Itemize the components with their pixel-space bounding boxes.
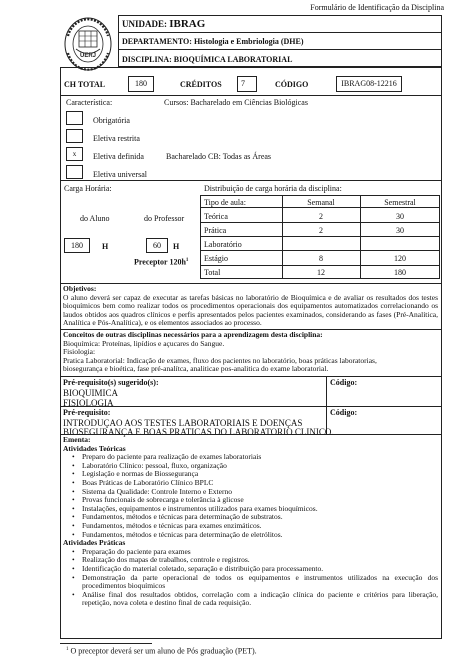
theory-activities-label: Atividades Teóricas [63, 443, 126, 453]
ch-total-label: CH TOTAL [64, 80, 106, 89]
credits-field: 7 [237, 76, 257, 92]
option-label-eletiva-universal: Eletiva universal [93, 170, 147, 179]
objectives-text: O aluno deverá ser capaz de executar as tarefas básicas no laboratório de Bioquímica e de avaliar os resultados dos testes bioquímicos bem como realizar todos os procedimentos operacionais dos equipamentos automatizados correlacionando os laudos obtidos aos quadros clínicos e perfis apresentados pelos pacientes examinados, considerando as fases (Pré-Analítica, Analítica e Pós-Analítica), e os elementos associados ao processo. [63, 292, 438, 328]
dist-row-practice-weekly: 2 [319, 226, 323, 235]
syllabus-section [63, 436, 438, 608]
discipline-value: BIOQUÍMICA LABORATORIAL [173, 55, 293, 64]
dist-row-internship-label: Estágio [204, 254, 228, 263]
student-workload-label: do Aluno [80, 214, 110, 223]
prereq-line-1: INTRODUÇAO AOS TESTES LABORATORIAIS E DOENÇAS [63, 418, 303, 428]
dist-row-theory-weekly: 2 [319, 212, 323, 221]
workload-label: Carga Horária: [64, 184, 112, 193]
footnote-text: O preceptor deverá ser um aluno de Pós graduação (PET). [70, 646, 257, 656]
dist-row-internship-weekly: 8 [319, 254, 323, 263]
theory-item: • Fundamentos, métodos e técnicas para exames enzimáticos. [63, 522, 438, 531]
preceptor-text: Preceptor 120h [134, 257, 186, 267]
concepts-section [63, 331, 438, 374]
objectives-label: Objetivos: [63, 284, 97, 293]
checkbox-eletiva-restrita[interactable] [66, 129, 83, 143]
dist-row-internship-semester: 120 [394, 254, 406, 263]
student-hours-field: 180 [64, 238, 90, 253]
preceptor-hours [134, 256, 188, 267]
theory-activities-list [63, 453, 438, 539]
practice-item: • Análise final dos resultados obtidos, correlação com a indicação clínica do paciente e critérios para liberação, repetição, nova coleta e destino final de cada requisição. [63, 591, 438, 608]
prereq-suggested-1: BIOQUIMICA [63, 388, 118, 398]
unit-row [122, 19, 205, 29]
courses-label: Cursos: [164, 98, 189, 107]
code-field: IBRAG08-12216 [336, 76, 402, 92]
dist-row-total-weekly: 12 [317, 268, 325, 277]
university-seal-logo [62, 16, 114, 73]
ch-total-field: 180 [128, 76, 154, 92]
code-label: CÓDIGO [275, 80, 309, 89]
practice-activities-list [63, 548, 438, 608]
discipline-row [122, 55, 292, 64]
unit-value: IBRAG [169, 18, 206, 30]
checkbox-eletiva-universal[interactable] [66, 165, 83, 179]
department-row [122, 37, 304, 46]
credits-label: CRÉDITOS [180, 80, 222, 89]
dist-row-theory-semester: 30 [396, 212, 404, 221]
characteristic-label: Característica: [66, 98, 113, 107]
theory-item: • Laboratório Clínico: pessoal, fluxo, organização [63, 462, 438, 471]
option-label-eletiva-definida: Eletiva definida [93, 152, 144, 161]
dist-header-semester: Semestral [384, 198, 416, 207]
courses-value: Bacharelado em Ciências Biológicas [190, 98, 308, 107]
concepts-line-physiology: Fisiologia: [63, 347, 96, 357]
option-label-eletiva-restrita: Eletiva restrita [93, 134, 140, 143]
department-value: Histologia e Embriologia (DHE) [193, 37, 304, 46]
theory-item: • Preparo do paciente para realização de exames laboratoriais [63, 453, 438, 462]
footnote-number: 1 [66, 647, 69, 652]
dist-row-total-label: Total [204, 268, 221, 277]
prereq-suggested-code-label: Código: [330, 378, 358, 387]
dist-header-weekly: Semanal [307, 198, 335, 207]
practice-item: • Identificação do material coletado, separação e distribuição para processamento. [63, 565, 438, 574]
concepts-line-biochem: Bioquímica: Proteínas, lipídios e açucares do Sangue. [63, 338, 225, 348]
option-label-obrigatoria: Obrigatória [93, 116, 130, 125]
distribution-title: Distribuição de carga horária da disciplina: [204, 184, 342, 193]
checkbox-obrigatoria[interactable] [66, 111, 83, 125]
theory-item: • Provas funcionais de sobrecarga e tolerância à glicose [63, 496, 438, 505]
practice-item: • Preparação do paciente para exames [63, 548, 438, 557]
dist-header-type: Tipo de aula: [204, 198, 246, 207]
dist-row-practice-semester: 30 [396, 226, 404, 235]
theory-item: • Fundamentos, métodos e técnicas para determinação de substratos. [63, 513, 438, 522]
preceptor-footnote-ref: 1 [185, 258, 189, 263]
syllabus-label: Ementa: [63, 435, 91, 444]
theory-item: • Sistema da Qualidade: Controle Interno e Externo [63, 488, 438, 497]
dist-row-practice-label: Prática [204, 226, 227, 235]
objectives-section [63, 285, 438, 328]
footnote [66, 645, 257, 656]
department-label: DEPARTAMENTO: [122, 37, 192, 46]
teacher-hours-field: 60 [146, 238, 168, 253]
theory-item: • Instalações, equipamentos e instrumentos utilizados para exames bioquímicos. [63, 505, 438, 514]
practice-activities-label: Atividades Práticas [63, 538, 126, 548]
prereq-suggested-2: FISIOLOGIA [63, 398, 114, 408]
dist-row-lab-label: Laboratório [204, 240, 242, 249]
svg-text:UERJ: UERJ [79, 53, 97, 59]
concepts-line-practice-2: biosegurança e bioética, fase pré-analítca, analiticae pos-analitica do exame laboratorial. [63, 364, 329, 374]
theory-item: • Legislação e normas de Biossegurança [63, 470, 438, 479]
student-hours-unit: H [102, 242, 109, 251]
teacher-hours-unit: H [173, 242, 180, 251]
courses-row [164, 98, 308, 107]
discipline-label: DISCIPLINA: [122, 55, 172, 64]
concepts-label: Conceitos de outras disciplinas necessários para a aprendizagem desta disciplina: [63, 330, 323, 339]
prereq-code-label: Código: [330, 408, 358, 417]
form-header-note: Formulário de Identificação da Disciplina [310, 3, 444, 12]
cb-areas-text: Bacharelado CB: Todas as Áreas [166, 152, 272, 161]
prereq-suggested-label: Pré-requisito(s) sugerido(s): [63, 378, 159, 387]
prereq-line-2: BIOSEGURANÇA E BOAS PRATICAS DO LABORATORIO CLINICO. [63, 427, 334, 437]
unit-label: UNIDADE: [122, 19, 167, 29]
dist-row-theory-label: Teórica [204, 212, 228, 221]
teacher-workload-label: do Professor [144, 214, 185, 223]
practice-item: • Demonstração da parte operacional de todos os equipamentos e instrumentos utilizados na execução dos procedimentos bioquímicos [63, 574, 438, 591]
theory-item: • Boas Práticas de Laboratório Clínico BPLC [63, 479, 438, 488]
theory-item: • Fundamentos, métodos e técnicas para determinação de eletrólitos. [63, 531, 438, 540]
concepts-line-practice-1: Pratica Laboratorial: Indicação de exames, fluxo dos pacientes no laboratório, boas práticas laboratorias, [63, 355, 377, 365]
checkbox-eletiva-definida[interactable]: x [66, 147, 83, 161]
dist-row-total-semester: 180 [394, 268, 406, 277]
practice-item: • Realização dos mapas de trabalhos, controle e registros. [63, 556, 438, 565]
prereq-label: Pré-requisito: [63, 408, 111, 417]
